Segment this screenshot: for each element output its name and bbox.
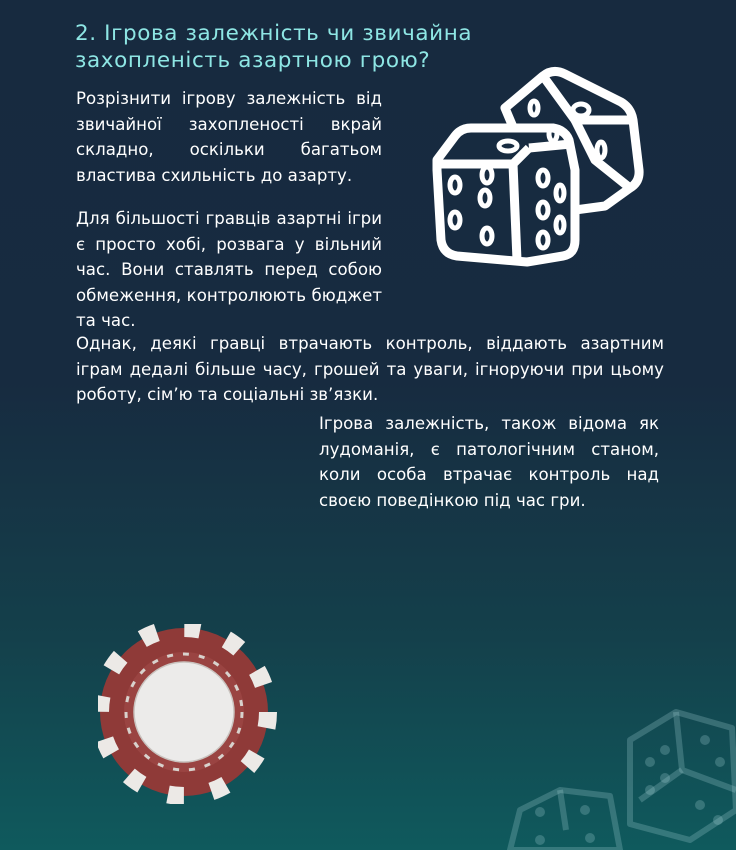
paragraph-losing-control: Однак, деякі гравці втрачають контроль, віддають азартним іграм дедалі більше часу, грошей та уваги, ігноруючи при цьому роботу, сім’ю та соціальні зв’язки.: [76, 334, 664, 405]
dice-icon: [425, 60, 650, 280]
paragraph-ludomania: Ігрова залежність, також відома як лудоманія, є патологічним станом, коли особа втрачає контроль над своєю поведінкою під час гри.: [319, 414, 659, 510]
dice-background-icon: [500, 700, 736, 850]
paragraph-hobby: Для більшості гравців азартні ігри є просто хобі, розвага у вільний час. Вони ставлять перед собою обмеження, контролюють бюджет та час.: [76, 209, 382, 331]
section-title-line-2: захопленість азартною грою?: [75, 48, 431, 73]
section-title-line-1: 2. Ігрова залежність чи звичайна: [75, 21, 473, 46]
paragraph-distinguishing: Розрізнити ігрову залежність від звичайної захопленості вкрай складно, оскільки багатьом властива схильність до азарту.: [76, 89, 382, 185]
poker-chip-icon: [98, 624, 278, 804]
